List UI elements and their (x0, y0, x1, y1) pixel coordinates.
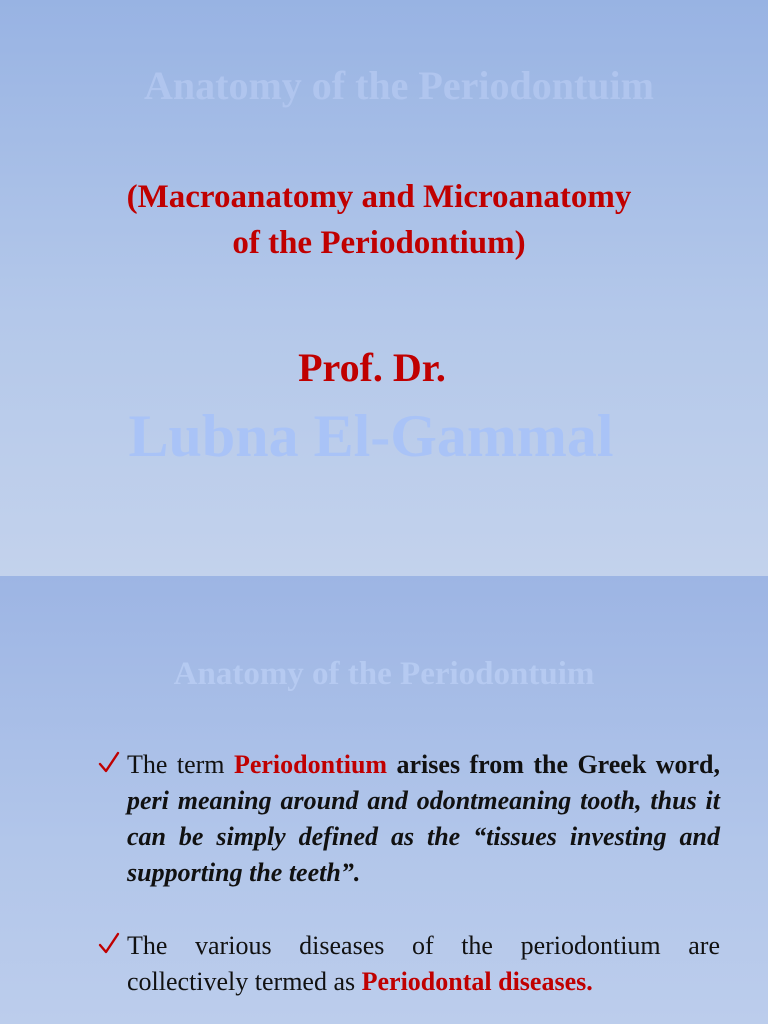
bullet-1-text (127, 747, 720, 891)
checkmark-icon (98, 931, 120, 955)
bullet-1-part-1: The term (127, 750, 234, 779)
presenter-name: Lubna El-Gammal (128, 403, 614, 469)
subtitle-line-2: of the Periodontium) (232, 225, 526, 261)
slide-2-title: Anatomy of the Periodontuim (173, 656, 595, 692)
professor-title: Prof. Dr. (298, 345, 446, 390)
slide-1-title: Anatomy of the Periodontuim (144, 63, 654, 108)
periodontal-diseases-term: Periodontal diseases. (361, 967, 593, 996)
subtitle-line-1: (Macroanatomy and Microanatomy (126, 179, 632, 215)
bullet-1-italic: peri meaning around and odontmeaning tooth, thus it can be simply defined as the “tissues investing and supporting the teeth”. (127, 786, 720, 887)
slide-2 (0, 576, 768, 1024)
bullet-1-part-2: arises from the Greek word, (387, 750, 720, 779)
bullet-2-text (127, 928, 720, 1000)
checkmark-icon (98, 750, 120, 774)
periodontium-term: Periodontium (233, 750, 388, 779)
bullet-2-part-1: The various diseases of the periodontium are collectively termed as (127, 931, 720, 996)
bullet-item-periodontal-diseases (98, 928, 720, 1000)
slide-1-subtitle (0, 174, 758, 266)
bullet-item-periodontium-definition (98, 747, 720, 891)
